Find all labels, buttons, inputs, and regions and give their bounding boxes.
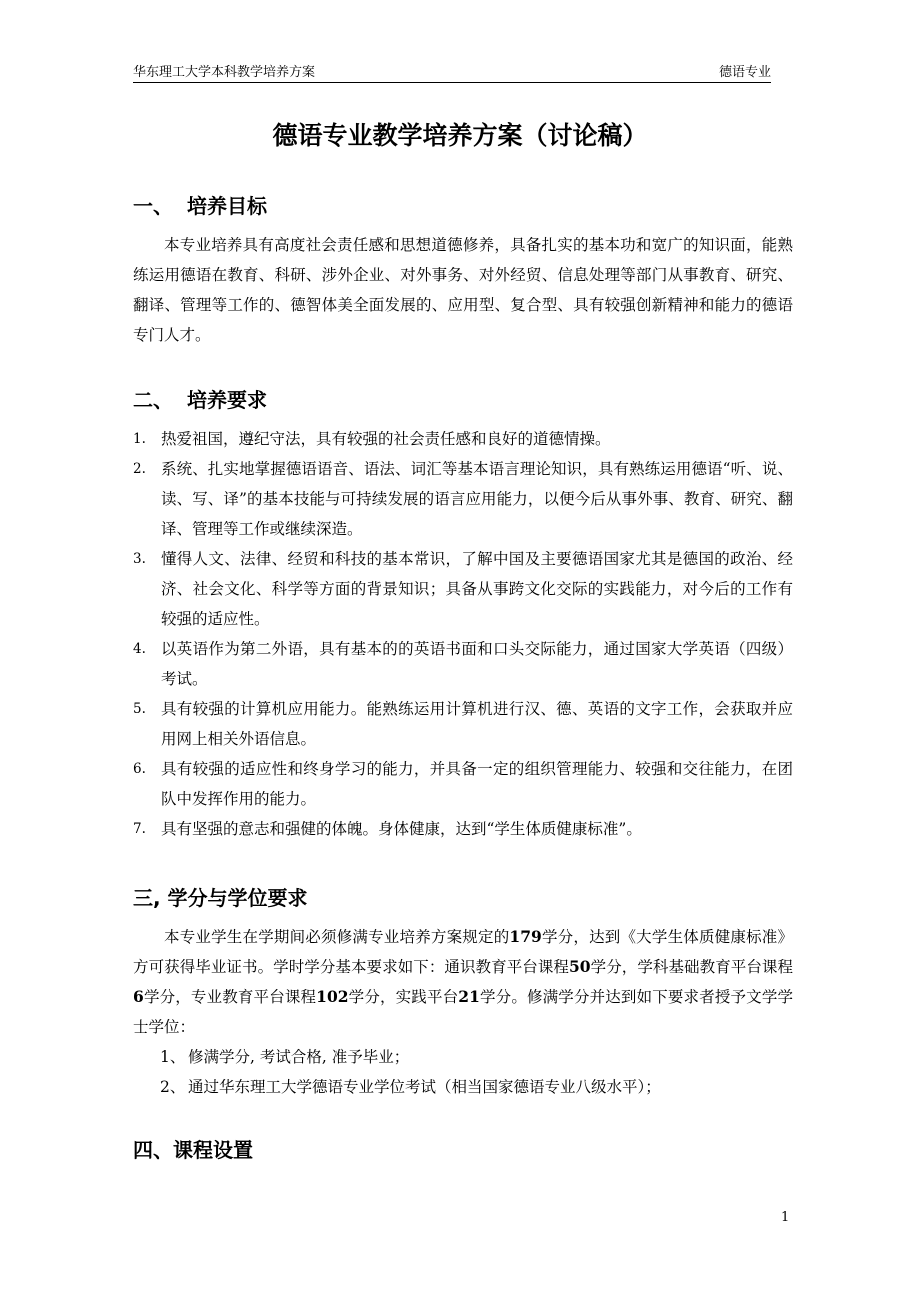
header-right-text: 德语专业 [718, 65, 771, 80]
list-item-number: 2. [133, 461, 146, 477]
credit-text: 学分，达到《大学生体质健康标准》方可获得毕业证书。学时学分基本要求如下：通识教育平台课程 [133, 928, 793, 976]
credit-text: 学分，学科基础教育平台课程 [590, 958, 793, 976]
credit-text: 学分。修满学分并达到如下要求者授予文学学士学位： [133, 988, 793, 1036]
credit-text: 学分，实践平台 [348, 988, 459, 1006]
degree-condition-text: 通过华东理工大学德语专业学位考试（相当国家德语专业八级水平）； [188, 1078, 661, 1096]
header-left-text: 华东理工大学本科教学培养方案 [133, 65, 316, 80]
list-item [133, 544, 793, 634]
list-item-text: 具有坚强的意志和强健的体魄。身体健康，达到“学生体质健康标准”。 [161, 820, 642, 838]
credit-text: 本专业学生在学期间必须修满专业培养方案规定的 [164, 928, 510, 946]
credit-total: 179 [509, 927, 542, 946]
degree-condition-text: 修满学分, 考试合格, 准予毕业； [188, 1048, 410, 1066]
list-item-number: 4. [133, 641, 146, 657]
credit-text: 学分，专业教育平台课程 [143, 988, 317, 1006]
list-item-text: 系统、扎实地掌握德语语音、语法、词汇等基本语言理论知识，具有熟练运用德语“听、说、读、写、译”的基本技能与可持续发展的语言应用能力，以便今后从事外事、教育、研究、翻译、管理等工作或继续深造。 [161, 460, 793, 538]
section3-heading: 三, 学分与学位要求 [133, 886, 308, 910]
degree-condition-number: 1、 [160, 1048, 186, 1066]
section2-number: 二、 [133, 388, 173, 412]
page-header [133, 66, 771, 83]
list-item-text: 具有较强的计算机应用能力。能熟练运用计算机进行汉、德、英语的文字工作，会获取并应用网上相关外语信息。 [161, 700, 793, 748]
credit-practice: 21 [458, 987, 480, 1006]
section4-heading: 四、课程设置 [133, 1138, 253, 1162]
degree-condition-2 [160, 1072, 661, 1102]
list-item [133, 694, 793, 754]
credit-major: 102 [316, 987, 349, 1006]
document-title: 德语专业教学培养方案（讨论稿） [272, 121, 648, 150]
degree-condition-1 [160, 1042, 409, 1072]
credit-general: 50 [568, 957, 591, 976]
list-item-text: 具有较强的适应性和终身学习的能力，并具备一定的组织管理能力、较强和交往能力，在团队中发挥作用的能力。 [161, 760, 793, 808]
list-item [133, 454, 793, 544]
section2-title: 培养要求 [187, 388, 267, 412]
list-item-number: 7. [133, 821, 146, 837]
list-item-text: 热爱祖国，遵纪守法，具有较强的社会责任感和良好的道德情操。 [161, 430, 611, 448]
degree-condition-number: 2、 [160, 1078, 186, 1096]
list-item [133, 634, 793, 694]
section2-heading [133, 386, 267, 414]
list-item-number: 3. [133, 551, 146, 567]
list-item-number: 1. [133, 431, 146, 447]
section1-heading [133, 192, 267, 220]
section3-paragraph [133, 922, 793, 1042]
credit-basic: 6 [133, 987, 144, 1006]
list-item-text: 以英语作为第二外语，具有基本的的英语书面和口头交际能力，通过国家大学英语（四级）考试。 [161, 640, 793, 688]
list-item-number: 6. [133, 761, 146, 777]
list-item [133, 754, 793, 814]
requirements-list [133, 424, 793, 844]
list-item-text: 懂得人文、法律、经贸和科技的基本常识，了解中国及主要德语国家尤其是德国的政治、经济、社会文化、科学等方面的背景知识；具备从事跨文化交际的实践能力，对今后的工作有较强的适应性。 [161, 550, 793, 628]
list-item-number: 5. [133, 701, 146, 717]
list-item [133, 424, 793, 454]
section1-paragraph: 本专业培养具有高度社会责任感和思想道德修养，具备扎实的基本功和宽广的知识面，能熟练运用德语在教育、科研、涉外企业、对外事务、对外经贸、信息处理等部门从事教育、研究、翻译、管理等工作的、德智体美全面发展的、应用型、复合型、具有较强创新精神和能力的德语专门人才。 [133, 236, 793, 344]
section1-title: 培养目标 [187, 194, 267, 218]
page-number: 1 [781, 1210, 790, 1225]
section1-number: 一、 [133, 194, 173, 218]
list-item [133, 814, 793, 844]
